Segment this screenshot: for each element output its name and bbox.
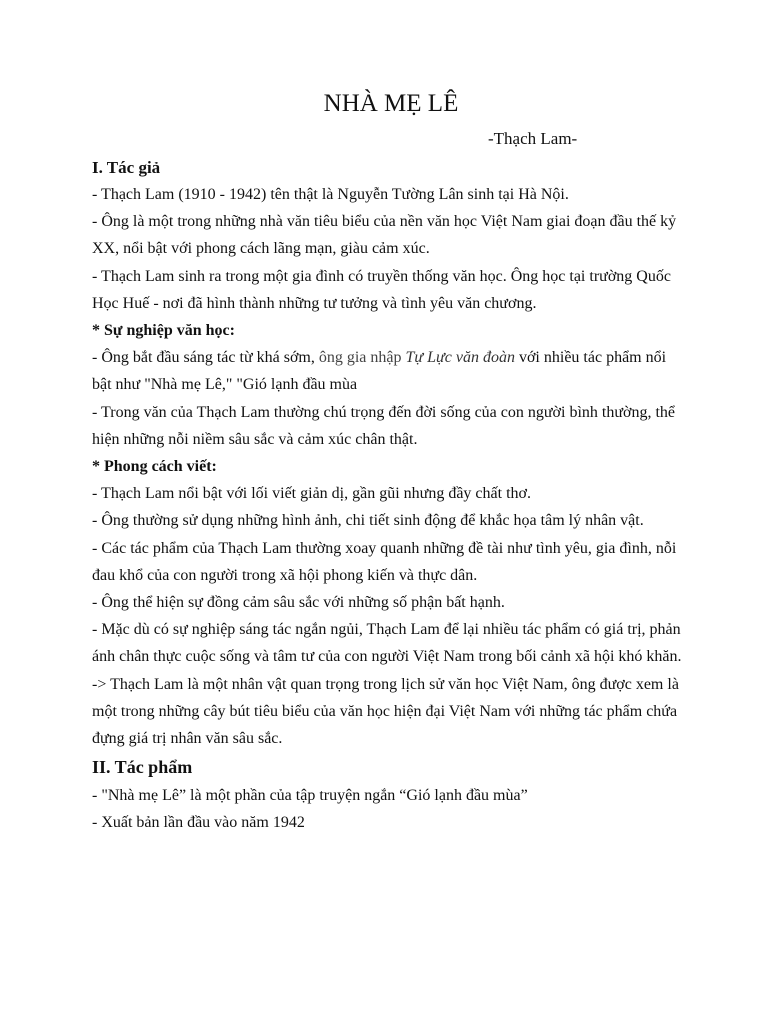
paragraph-style-2: - Ông thường sử dụng những hình ảnh, chi tiết sinh động để khắc họa tâm lý nhân vật. — [92, 512, 644, 530]
paragraph-significance: - Ông là một trong những nhà văn tiêu biểu của nền văn học Việt Nam giai đoạn đầu thế kỷ XX, nổi bật với phong cách lãng mạn, giàu cảm xúc. — [92, 213, 677, 258]
subheading-style: * Phong cách viết: — [92, 458, 217, 476]
paragraph-style-5: - Mặc dù có sự nghiệp sáng tác ngắn ngủi, Thạch Lam để lại nhiều tác phẩm có giá trị, phản ánh chân thực cuộc sống và tâm tư của con người Việt Nam trong bối cảnh xã hội khó khăn. — [92, 621, 682, 666]
document-page — [92, 84, 682, 837]
paragraph-style-4: - Ông thể hiện sự đồng cảm sâu sắc với những số phận bất hạnh. — [92, 594, 505, 612]
paragraph-birth: - Thạch Lam (1910 - 1942) tên thật là Nguyễn Tường Lân sinh tại Hà Nội. — [92, 186, 569, 203]
paragraph-work-collection: - "Nhà mẹ Lê” là một phần của tập truyện ngắn “Gió lạnh đầu mùa” — [92, 787, 528, 805]
subheading-career: * Sự nghiệp văn học: — [92, 322, 235, 340]
document-title: NHÀ MẸ LÊ — [323, 90, 459, 117]
career-text-d: với nhiều tác phẩm nổi bật như "Nhà mẹ Lê," "Gió lạnh đầu mùa — [92, 349, 667, 394]
career-text-a: - Ông bắt đầu sáng tác từ khá sớm, — [92, 349, 319, 367]
paragraph-style-1: - Thạch Lam nổi bật với lối viết giản dị, gần gũi nhưng đầy chất thơ. — [92, 485, 531, 503]
paragraph-family: - Thạch Lam sinh ra trong một gia đình có truyền thống văn học. Ông học tại trường Quốc Học Huế - nơi đã hình thành những tư tưởng và tình yêu văn chương. — [92, 267, 671, 312]
section-heading-author: I. Tác giả — [92, 158, 161, 177]
document-author: -Thạch Lam- — [488, 129, 578, 148]
paragraph-conclusion: -> Thạch Lam là một nhân vật quan trọng trong lịch sử văn học Việt Nam, ông được xem là một trong những cây bút tiêu biểu của văn học hiện đại Việt Nam với những tác phẩm chứa đựng giá trị nhân văn sâu sắc. — [92, 675, 679, 748]
section-heading-work: II. Tác phẩm — [92, 757, 193, 778]
paragraph-work-published: - Xuất bản lần đầu vào năm 1942 — [92, 814, 305, 832]
paragraph-style-3: - Các tác phẩm của Thạch Lam thường xoay quanh những đề tài như tình yêu, gia đình, nỗi đau khổ của con người trong xã hội phong kiến và thực dân. — [92, 539, 677, 584]
career-text-b: ông gia nhập — [318, 349, 406, 367]
paragraph-career-focus: - Trong văn của Thạch Lam thường chú trọng đến đời sống của con người bình thường, thể hiện những nỗi niềm sâu sắc và cảm xúc chân thật. — [92, 403, 676, 448]
career-text-italic: Tự Lực văn đoàn — [405, 349, 515, 367]
paragraph-career-start — [92, 344, 682, 398]
